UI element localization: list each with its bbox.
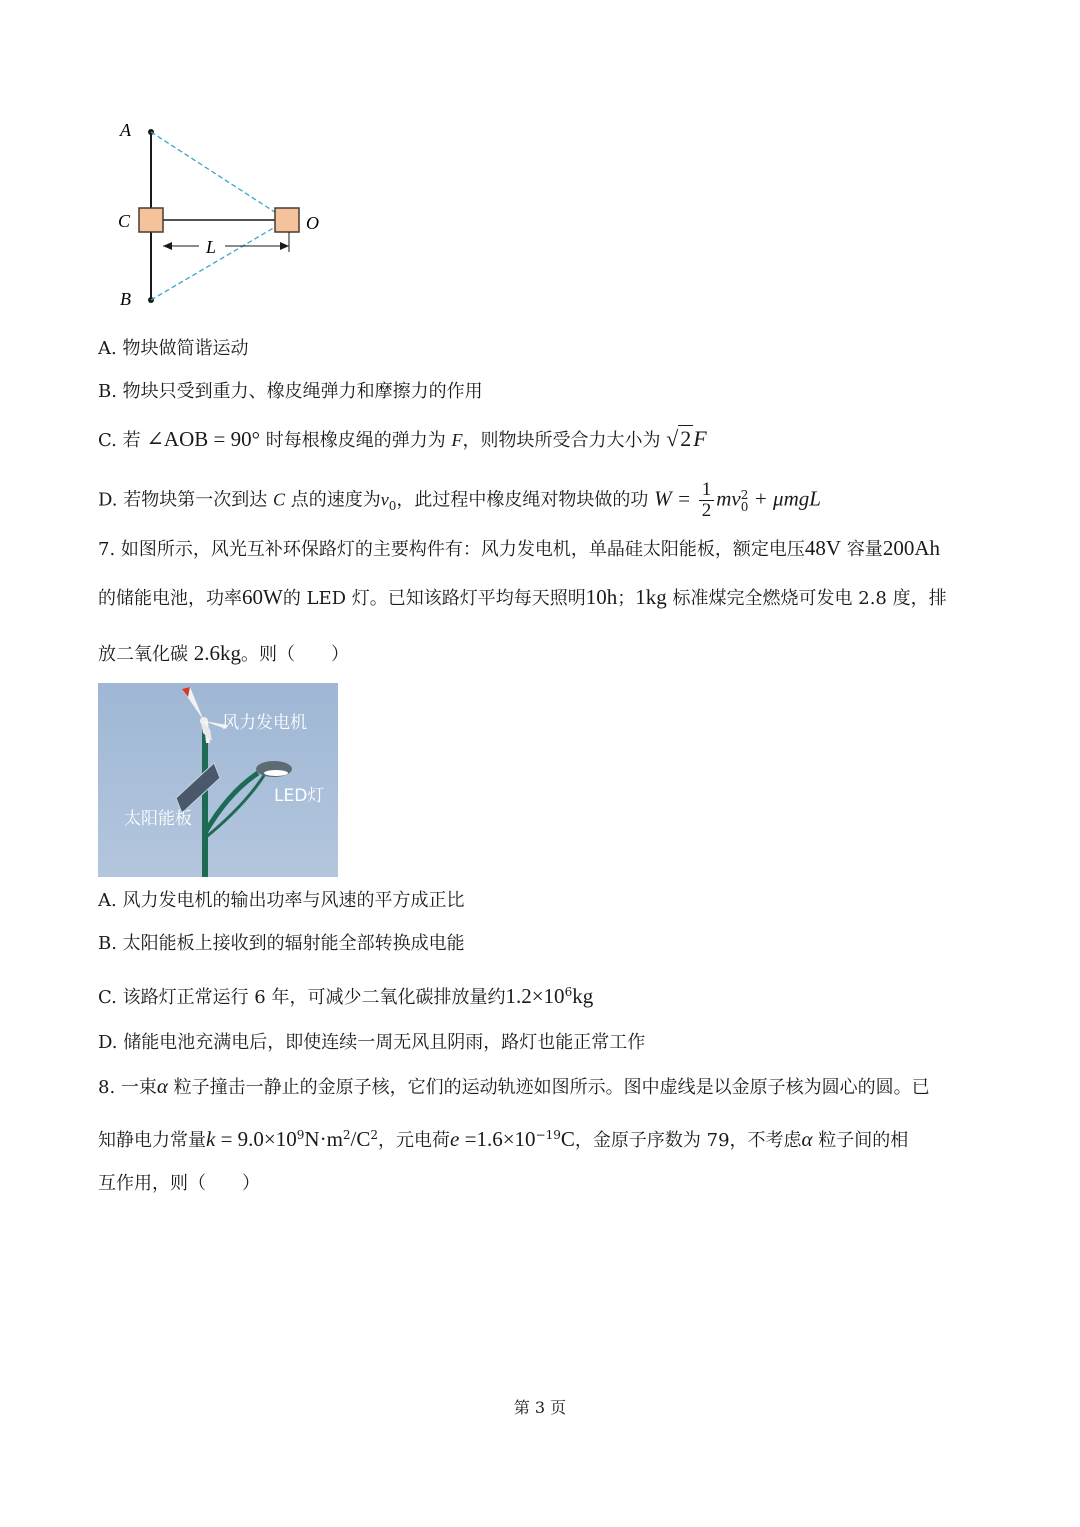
- q6d-mid: 点的速度为: [290, 489, 381, 511]
- block-at-o: [275, 208, 299, 232]
- q8l1-alpha: α: [156, 1074, 168, 1098]
- q6d-frac-num: 1: [699, 480, 715, 501]
- q6d-frac-den: 2: [701, 500, 712, 521]
- q7l3-b: 。则（ ）: [240, 644, 349, 665]
- label-led-lamp: LED灯: [274, 786, 325, 806]
- q8l2-c2: 2: [370, 1128, 379, 1142]
- q7c-exp: 6: [564, 985, 573, 999]
- q6-option-c: [98, 427, 707, 453]
- dim-arrow-left: [163, 242, 172, 250]
- q8l2-b: ，元电荷: [378, 1130, 451, 1151]
- label-a: A: [120, 120, 131, 140]
- q7-line-3: [98, 641, 349, 667]
- dim-arrow-right: [280, 242, 289, 250]
- q6d-v-sub: 0: [388, 499, 397, 514]
- q7l2-kg: 1kg: [635, 585, 667, 609]
- q6c-mid: 时每根橡皮绳的弹力为: [265, 430, 446, 451]
- q7c-val: 1.2×10: [505, 984, 565, 1008]
- q8l2-a: 知静电力常量: [98, 1130, 206, 1151]
- led-lamp-light: [264, 770, 288, 776]
- q8l2-kval: = 9.0×10: [215, 1127, 297, 1151]
- q8l2-m2: 2: [342, 1128, 351, 1142]
- page-number: 第 3 页: [513, 1398, 567, 1417]
- q8l2-f: 粒子间的相: [818, 1130, 909, 1151]
- q6c-sqrt: √2: [666, 426, 692, 451]
- q8l2-kunit: N·m: [304, 1127, 343, 1151]
- q7c-pre: C. 该路灯正常运行 6 年，可减少二氧化碳排放量约: [98, 987, 506, 1008]
- q8l2-e: e: [450, 1127, 460, 1151]
- q6d-mv: mv: [716, 486, 741, 511]
- q8l2-d: ，金原子序数为 79，不考虑: [574, 1130, 802, 1151]
- q7-line-1: [98, 536, 940, 562]
- q6d-c: C: [272, 489, 285, 510]
- q8l1-b: 粒子撞击一静止的金原子核，它们的运动轨迹如图所示。图中虚线是以金原子核为圆心的圆。已: [173, 1077, 930, 1098]
- q7-line-2: [98, 585, 947, 611]
- q7l2-d: 标准煤完全燃烧可发电 2.8 度，排: [672, 588, 947, 609]
- q6d-pre: D. 若物块第一次到达: [98, 489, 268, 511]
- q6d-w: W =: [654, 486, 692, 511]
- q8-line-2: [98, 1123, 908, 1153]
- q6c-sqrt-radicand: 2: [680, 426, 692, 451]
- q7l3-kg: 2.6kg: [193, 641, 241, 665]
- q8l2-eval: =1.6×10: [459, 1127, 536, 1151]
- q7-option-d: D. 储能电池充满电后，即使连续一周无风且阴雨，路灯也能正常工作: [98, 1032, 646, 1053]
- q8-line-3: 互作用，则（ ）: [98, 1173, 260, 1194]
- q6c-angle: ∠AOB = 90°: [146, 427, 260, 451]
- q8l2-c: /C: [350, 1127, 371, 1151]
- q7-option-a: A. 风力发电机的输出功率与风速的平方成正比: [98, 890, 465, 911]
- q7c-unit: kg: [572, 984, 594, 1008]
- label-b: B: [120, 289, 131, 309]
- q7l3-a: 放二氧化碳: [98, 644, 188, 665]
- label-solar-panel: 太阳能板: [124, 809, 192, 829]
- label-c: C: [118, 211, 131, 231]
- q7l2-a: 的储能电池，功率: [98, 588, 242, 609]
- block-at-c: [139, 208, 163, 232]
- q6d-sub: 0: [740, 499, 749, 514]
- q6d-sup: 2: [740, 487, 749, 502]
- rubber-band-diagram: [110, 112, 340, 312]
- q7l1-ah: 200Ah: [882, 536, 940, 560]
- q8l2-kexp: 9: [296, 1128, 305, 1142]
- q7l2-b: 的 LED 灯。已知该路灯平均每天照明: [282, 588, 586, 609]
- q7-option-c: [98, 980, 593, 1010]
- q7l2-c: ；: [617, 588, 636, 609]
- q7l1-a: 7. 如图所示，风光互补环保路灯的主要构件有：风力发电机，单晶硅太阳能板，额定电压: [98, 539, 805, 560]
- q8-line-1: [98, 1074, 930, 1100]
- q8l2-eunit: C: [560, 1127, 575, 1151]
- q6d-tail: + μmgL: [748, 486, 821, 511]
- q6c-sqrt-var: F: [693, 426, 707, 451]
- q7l1-b: 容量: [846, 539, 883, 560]
- q8l1-a: 8. 一束: [98, 1077, 157, 1098]
- q7-option-b: B. 太阳能板上接收到的辐射能全部转换成电能: [98, 933, 465, 954]
- pole: [202, 723, 208, 877]
- q6d-v: v: [380, 489, 389, 510]
- q8l2-eexp: −19: [535, 1128, 561, 1142]
- label-o: O: [306, 213, 319, 233]
- q6c-post: ，则物块所受合力大小为: [462, 430, 661, 451]
- q8l2-alpha: α: [801, 1127, 813, 1151]
- q6d-fraction: [699, 480, 715, 521]
- label-wind-turbine: 风力发电机: [222, 713, 307, 733]
- q6-option-d: [98, 480, 821, 521]
- streetlight-photo: [98, 683, 338, 877]
- q6d-post: ，此过程中橡皮绳对物块做的功: [396, 489, 649, 511]
- q7l2-h: 10h: [585, 585, 618, 609]
- q6-option-b: B. 物块只受到重力、橡皮绳弹力和摩擦力的作用: [98, 381, 483, 402]
- q7l1-v: 48V: [804, 536, 842, 560]
- q8l2-k: k: [206, 1127, 216, 1151]
- dashed-band-ao: [151, 132, 287, 220]
- q6c-f: F: [451, 430, 463, 450]
- label-l: L: [206, 237, 217, 257]
- q6c-pre: C. 若: [98, 430, 141, 451]
- dashed-band-bo: [151, 220, 287, 300]
- q7l2-w: 60W: [242, 585, 283, 609]
- q6-option-a: A. 物块做简谐运动: [98, 338, 249, 359]
